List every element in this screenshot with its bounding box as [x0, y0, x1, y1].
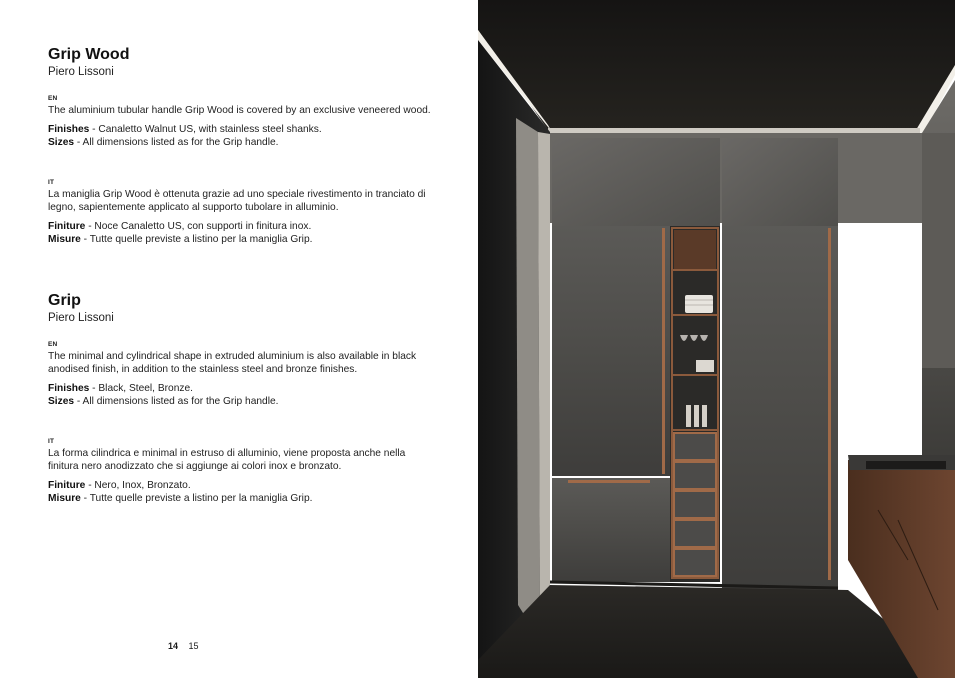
misure-label: Misure: [48, 234, 81, 245]
plates: [685, 295, 713, 313]
page-number-left: 14: [168, 641, 179, 651]
lang-label-en: EN: [48, 95, 58, 102]
misure-value: - Tutte quelle previste a listino per la maniglia Grip.: [80, 493, 313, 504]
sizes-value: - All dimensions listed as for the Grip handle.: [74, 137, 279, 148]
light-strip-back: [548, 128, 920, 133]
sizes-label: Sizes: [48, 137, 75, 148]
finiture-value: - Nero, Inox, Bronzato.: [85, 480, 191, 491]
finiture-label: Finiture: [48, 221, 86, 232]
product-title: Grip: [48, 292, 81, 309]
finishes-value: - Canaletto Walnut US, with stainless steel shanks.: [89, 124, 322, 135]
wine-glasses: [680, 335, 708, 341]
sizes-line: [48, 136, 438, 149]
finishes-line: [48, 382, 438, 395]
finishes-label: Finishes: [48, 124, 90, 135]
side-panel-edge: [538, 132, 550, 640]
specs-it: [48, 479, 438, 505]
wall-cabinet: [922, 133, 955, 368]
page-numbers: [168, 641, 207, 651]
description-it: La forma cilindrica e minimal in estruso di alluminio, viene proposta anche nella finitura nero anodizzato che si aggiunge ai colori inox e bronzato.: [48, 448, 406, 472]
grip-section: [48, 291, 438, 505]
fridge-door-upper: [552, 226, 670, 476]
side-panel: [516, 118, 540, 640]
product-title: Grip Wood: [48, 46, 130, 63]
misure-label: Misure: [48, 493, 81, 504]
kitchen-illustration: [478, 0, 955, 678]
shelf-back-top: [674, 230, 716, 270]
finishes-label: Finishes: [48, 383, 90, 394]
grip-wood-handle: [662, 228, 665, 474]
finiture-line: [48, 479, 438, 492]
ceiling: [478, 0, 955, 130]
finiture-value: - Noce Canaletto US, con supporti in finitura inox.: [85, 221, 312, 232]
kitchen-photo: [478, 0, 955, 678]
sizes-label: Sizes: [48, 396, 75, 407]
designer-name: Piero Lissoni: [48, 312, 114, 324]
page-number-right: 15: [188, 641, 199, 651]
misure-line: [48, 492, 438, 505]
sizes-line: [48, 395, 438, 408]
sink: [866, 461, 946, 469]
misure-line: [48, 233, 438, 246]
tall-cabinet-right: [722, 226, 838, 590]
finishes-value: - Black, Steel, Bronze.: [89, 383, 193, 394]
description-en: The aluminium tubular handle Grip Wood is covered by an exclusive veneered wood.: [48, 105, 431, 116]
bowls: [696, 360, 714, 372]
finishes-line: [48, 123, 438, 136]
lang-label-en: EN: [48, 341, 58, 348]
grip-wood-handle-tall: [828, 228, 831, 580]
drawer-stack: [674, 433, 716, 576]
fridge-door-lower: [552, 478, 670, 582]
misure-value: - Tutte quelle previste a listino per la maniglia Grip.: [80, 234, 313, 245]
lang-label-it: IT: [48, 438, 55, 445]
upper-cabinet-right: [722, 138, 838, 226]
bottles: [686, 405, 691, 427]
sizes-value: - All dimensions listed as for the Grip handle.: [74, 396, 279, 407]
finiture-line: [48, 220, 438, 233]
designer-name: Piero Lissoni: [48, 66, 114, 78]
grip-wood-handle-horizontal: [568, 480, 650, 483]
specs-en: [48, 382, 438, 408]
description-it: La maniglia Grip Wood è ottenuta grazie ad uno speciale rivestimento in tranciato di legno, sapientemente applicato al supporto tubolare in alluminio.: [48, 189, 426, 213]
specs-en: [48, 123, 438, 149]
description-en: The minimal and cylindrical shape in extruded aluminium is also available in black anodised finish, in addition to the stainless steel and bronze finishes.: [48, 351, 417, 375]
specs-it: [48, 220, 438, 246]
lang-label-it: IT: [48, 179, 55, 186]
finiture-label: Finiture: [48, 480, 86, 491]
grip-wood-section: [48, 45, 438, 246]
upper-cabinet-left: [552, 138, 720, 226]
